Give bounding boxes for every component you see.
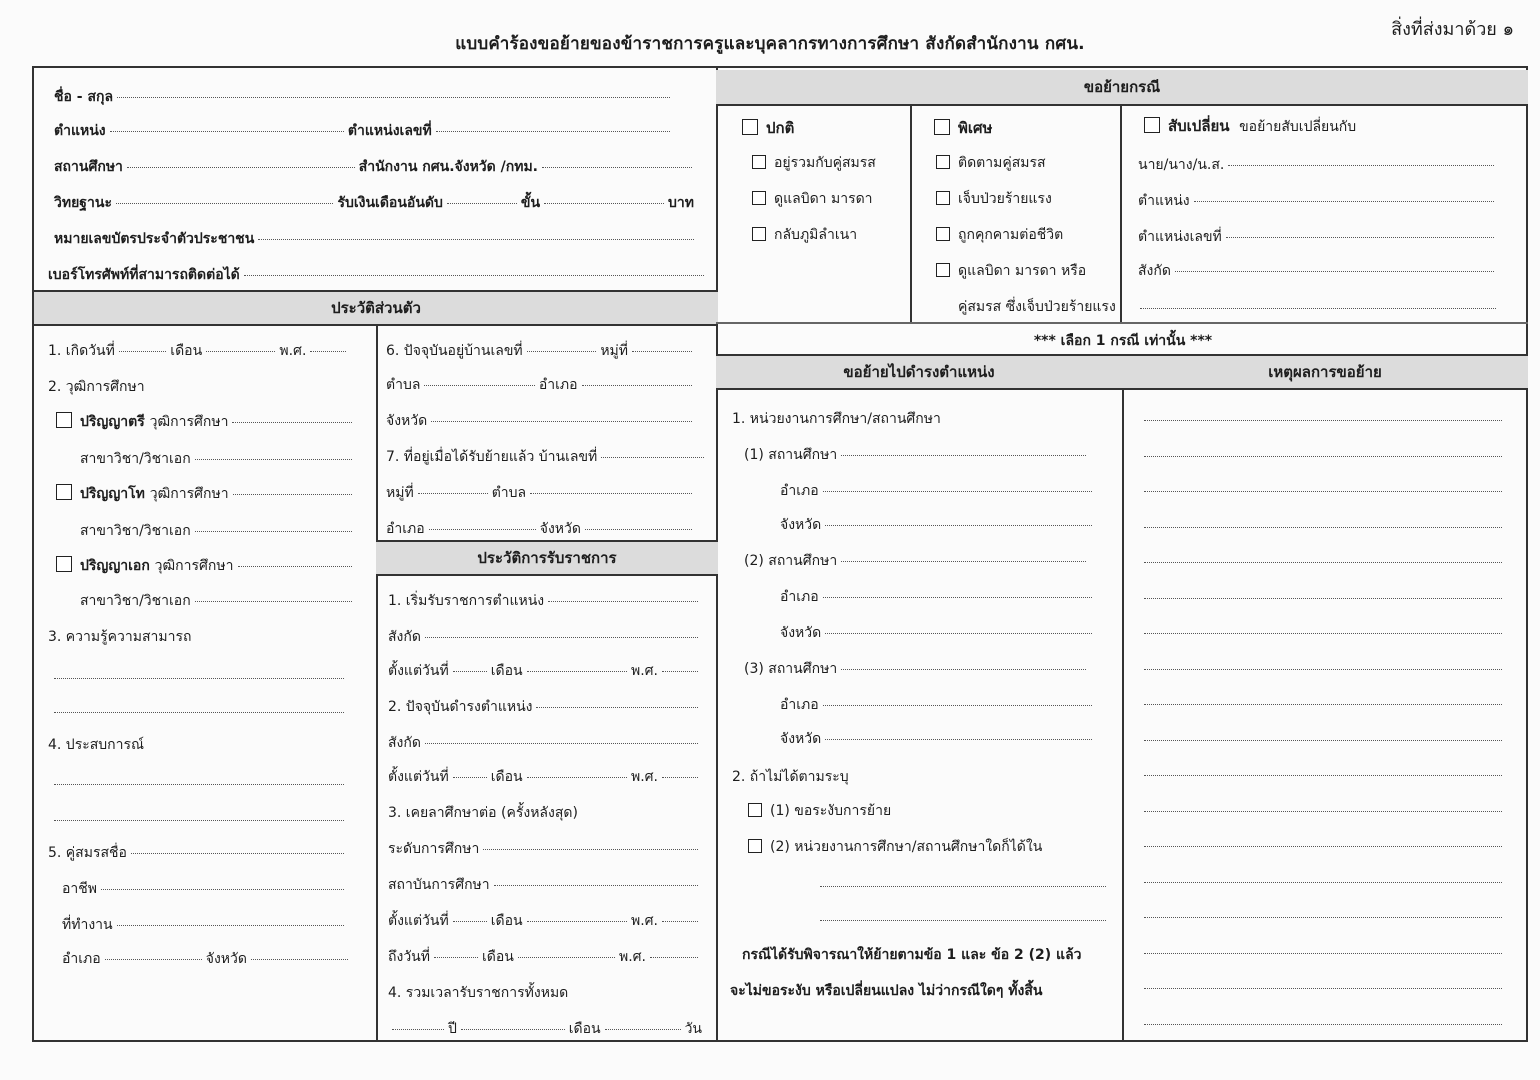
checkbox-icon[interactable]: [752, 191, 766, 205]
field-swap-position-no[interactable]: ตำแหน่งเลขที่: [1138, 226, 1498, 248]
reason-line[interactable]: [1144, 527, 1502, 528]
field-dest-province-3[interactable]: จังหวัด: [780, 728, 1096, 750]
label-special-care-cont: คู่สมรส ซึ่งเจ็บป่วยร้ายแรง: [958, 299, 1116, 315]
reason-line[interactable]: [1144, 491, 1502, 492]
label-choose-one: *** เลือก 1 กรณี เท่านั้น ***: [1033, 333, 1213, 349]
field-swap-name[interactable]: นาย/นาง/น.ส.: [1138, 154, 1498, 176]
field-spouse-district[interactable]: อำเภอ จังหวัด: [62, 948, 352, 970]
field-study-level[interactable]: ระดับการศึกษา: [388, 838, 702, 860]
checkbox-icon[interactable]: [748, 803, 762, 817]
checkbox-special-care[interactable]: ดูแลบิดา มารดา หรือ: [936, 260, 1086, 282]
checkbox-icon[interactable]: [56, 484, 72, 500]
field-dest-province-1[interactable]: จังหวัด: [780, 514, 1096, 536]
field-address-after[interactable]: 7. ที่อยู่เมื่อได้รับย้ายแล้ว บ้านเลขที่: [386, 446, 708, 468]
field-spouse-workplace[interactable]: ที่ทำงาน: [62, 914, 348, 936]
section-history-title: ประวัติส่วนตัว: [34, 290, 718, 326]
field-swap-affiliation[interactable]: สังกัด: [1138, 260, 1498, 282]
reason-line[interactable]: [1144, 704, 1502, 705]
label-dest-unit: 1. หน่วยงานการศึกษา/สถานศึกษา: [732, 411, 941, 427]
checkbox-normal-hometown[interactable]: กลับภูมิลำเนา: [752, 224, 857, 246]
field-current-position[interactable]: 2. ปัจจุบันดำรงตำแหน่ง: [388, 696, 702, 718]
field-knowledge-line[interactable]: [54, 678, 344, 679]
divider-history-column: [376, 324, 378, 1040]
checkbox-icon[interactable]: [748, 839, 762, 853]
field-dest-district-3[interactable]: อำเภอ: [780, 694, 1096, 716]
field-study-until[interactable]: ถึงวันที่ เดือน พ.ศ.: [388, 946, 702, 968]
checkbox-special[interactable]: พิเศษ: [934, 116, 992, 140]
divider-destination-reason: [1122, 354, 1124, 1040]
reason-line[interactable]: [1144, 740, 1502, 741]
field-dest-district-2[interactable]: อำเภอ: [780, 586, 1096, 608]
field-spouse-occupation[interactable]: อาชีพ: [62, 878, 348, 900]
checkbox-special-follow-spouse[interactable]: ติดตามคู่สมรส: [936, 152, 1046, 174]
label-education: 2. วุฒิการศึกษา: [48, 379, 145, 395]
divider-choose: [716, 322, 1528, 324]
field-service-affiliation[interactable]: สังกัด: [388, 626, 702, 648]
reason-line[interactable]: [1144, 811, 1502, 812]
checkbox-icon[interactable]: [934, 119, 950, 135]
label-if-not: 2. ถ้าไม่ได้ตามระบุ: [732, 769, 849, 785]
checkbox-bachelor[interactable]: ปริญญาตรี วุฒิการศึกษา: [56, 410, 356, 433]
checkbox-master[interactable]: ปริญญาโท วุฒิการศึกษา: [56, 482, 356, 505]
reason-line[interactable]: [1144, 988, 1502, 989]
field-dest-province-2[interactable]: จังหวัด: [780, 622, 1096, 644]
field-position[interactable]: ตำแหน่ง ตำแหน่งเลขที่: [54, 120, 674, 142]
section-reason-title: เหตุผลการขอย้าย: [1122, 354, 1528, 390]
checkbox-icon[interactable]: [752, 227, 766, 241]
reason-line[interactable]: [1144, 456, 1502, 457]
checkbox-icon[interactable]: [56, 412, 72, 428]
field-after-district[interactable]: อำเภอ จังหวัด: [386, 518, 696, 540]
checkbox-icon[interactable]: [56, 556, 72, 572]
reason-line[interactable]: [1144, 953, 1502, 954]
field-experience-line[interactable]: [54, 820, 344, 821]
checkbox-icon[interactable]: [742, 119, 758, 135]
checkbox-swap[interactable]: สับเปลี่ยน ขอย้ายสับเปลี่ยนกับ: [1144, 114, 1356, 138]
checkbox-doctor[interactable]: ปริญญาเอก วุฒิการศึกษา: [56, 554, 356, 577]
checkbox-special-threat[interactable]: ถูกคุกคามต่อชีวิต: [936, 224, 1063, 246]
reason-line[interactable]: [1144, 562, 1502, 563]
label-study: 3. เคยลาศึกษาต่อ (ครั้งหลังสุด): [388, 805, 578, 821]
reason-line[interactable]: [1144, 669, 1502, 670]
field-dest-district-1[interactable]: อำเภอ: [780, 480, 1096, 502]
field-current-since[interactable]: ตั้งแต่วันที่ เดือน พ.ศ.: [388, 766, 702, 788]
field-study-since[interactable]: ตั้งแต่วันที่ เดือน พ.ศ.: [388, 910, 702, 932]
reason-line[interactable]: [1144, 633, 1502, 634]
field-name[interactable]: ชื่อ - สกุล: [54, 86, 674, 108]
checkbox-icon[interactable]: [936, 263, 950, 277]
attachment-label: สิ่งที่ส่งมาด้วย ๑: [1391, 19, 1514, 40]
field-dest-school-2[interactable]: (2) สถานศึกษา: [744, 550, 1090, 572]
checkbox-icon[interactable]: [1144, 117, 1160, 133]
transfer-request-form: [32, 66, 1528, 1042]
field-any-unit-line[interactable]: [820, 886, 1106, 887]
checkbox-icon[interactable]: [936, 191, 950, 205]
section-destination-title: ขอย้ายไปดำรงตำแหน่ง: [716, 354, 1122, 390]
field-dest-school-3[interactable]: (3) สถานศึกษา: [744, 658, 1090, 680]
field-dest-school-1[interactable]: (1) สถานศึกษา: [744, 444, 1090, 466]
checkbox-icon[interactable]: [936, 227, 950, 241]
field-phone[interactable]: เบอร์โทรศัพท์ที่สามารถติดต่อได้: [48, 264, 708, 286]
field-service-since[interactable]: ตั้งแต่วันที่ เดือน พ.ศ.: [388, 660, 702, 682]
reason-line[interactable]: [1144, 882, 1502, 883]
checkbox-normal[interactable]: ปกติ: [742, 116, 794, 140]
checkbox-any-unit[interactable]: (2) หน่วยงานการศึกษา/สถานศึกษาใดก็ได้ใน: [748, 836, 1042, 858]
form-title: แบบคำร้องขอย้ายของข้าราชการครูและบุคลากรทางการศึกษา สังกัดสำนักงาน กศน.: [455, 34, 1085, 54]
field-address-tambon[interactable]: ตำบล อำเภอ: [386, 374, 696, 396]
field-service-start[interactable]: 1. เริ่มรับราชการตำแหน่ง: [388, 590, 702, 612]
field-address-now[interactable]: 6. ปัจจุบันอยู่บ้านเลขที่ หมู่ที่: [386, 340, 696, 362]
checkbox-normal-parents[interactable]: ดูแลบิดา มารดา: [752, 188, 873, 210]
checkbox-special-ill[interactable]: เจ็บป่วยร้ายแรง: [936, 188, 1052, 210]
checkbox-normal-spouse[interactable]: อยู่รวมกับคู่สมรส: [752, 152, 876, 174]
label-experience: 4. ประสบการณ์: [48, 737, 145, 753]
section-transfer-case-title: ขอย้ายกรณี: [716, 70, 1528, 106]
checkbox-icon[interactable]: [752, 155, 766, 169]
field-address-province[interactable]: จังหวัด: [386, 410, 696, 432]
field-knowledge-line[interactable]: [54, 712, 344, 713]
checkbox-suspend[interactable]: (1) ขอระงับการย้าย: [748, 800, 891, 822]
reason-line[interactable]: [1144, 917, 1502, 918]
checkbox-icon[interactable]: [936, 155, 950, 169]
label-knowledge: 3. ความรู้ความสามารถ: [48, 629, 192, 645]
field-bachelor-major[interactable]: สาขาวิชา/วิชาเอก: [80, 448, 356, 470]
field-any-unit-line[interactable]: [820, 920, 1106, 921]
reason-line[interactable]: [1144, 598, 1502, 599]
field-spouse[interactable]: 5. คู่สมรสชื่อ: [48, 842, 348, 864]
divider-special-swap: [1120, 104, 1122, 322]
field-academic-salary[interactable]: วิทยฐานะ รับเงินเดือนอันดับ ขั้น บาท: [54, 195, 694, 211]
field-experience-line[interactable]: [54, 784, 344, 785]
label-total-service: 4. รวมเวลารับราชการทั้งหมด: [388, 985, 569, 1001]
reason-line[interactable]: [1144, 420, 1502, 421]
field-birth[interactable]: 1. เกิดวันที่ เดือน พ.ศ.: [48, 340, 350, 362]
field-master-major[interactable]: สาขาวิชา/วิชาเอก: [80, 520, 356, 542]
field-swap-extra-line[interactable]: [1140, 308, 1496, 309]
note-line-1: กรณีได้รับพิจารณาให้ย้ายตามข้อ 1 และ ข้อ 2 (2) แล้ว: [742, 947, 1082, 963]
field-study-institute[interactable]: สถาบันการศึกษา: [388, 874, 702, 896]
field-swap-position[interactable]: ตำแหน่ง: [1138, 190, 1498, 212]
section-service-title: ประวัติการรับราชการ: [376, 540, 718, 576]
reason-line[interactable]: [1144, 1024, 1502, 1025]
field-school[interactable]: สถานศึกษา สำนักงาน กศน.จังหวัด /กทม.: [54, 156, 696, 178]
field-total-service[interactable]: ปี เดือน วัน: [388, 1018, 702, 1040]
field-after-moo[interactable]: หมู่ที่ ตำบล: [386, 482, 696, 504]
note-line-2: จะไม่ขอระงับ หรือเปลี่ยนแปลง ไม่ว่ากรณีใดๆ ทั้งสิ้น: [730, 983, 1043, 999]
field-id-card[interactable]: หมายเลขบัตรประจำตัวประชาชน: [54, 228, 698, 250]
field-doctor-major[interactable]: สาขาวิชา/วิชาเอก: [80, 590, 356, 612]
reason-line[interactable]: [1144, 775, 1502, 776]
divider-normal-special: [910, 104, 912, 322]
field-current-affiliation[interactable]: สังกัด: [388, 732, 702, 754]
reason-line[interactable]: [1144, 846, 1502, 847]
